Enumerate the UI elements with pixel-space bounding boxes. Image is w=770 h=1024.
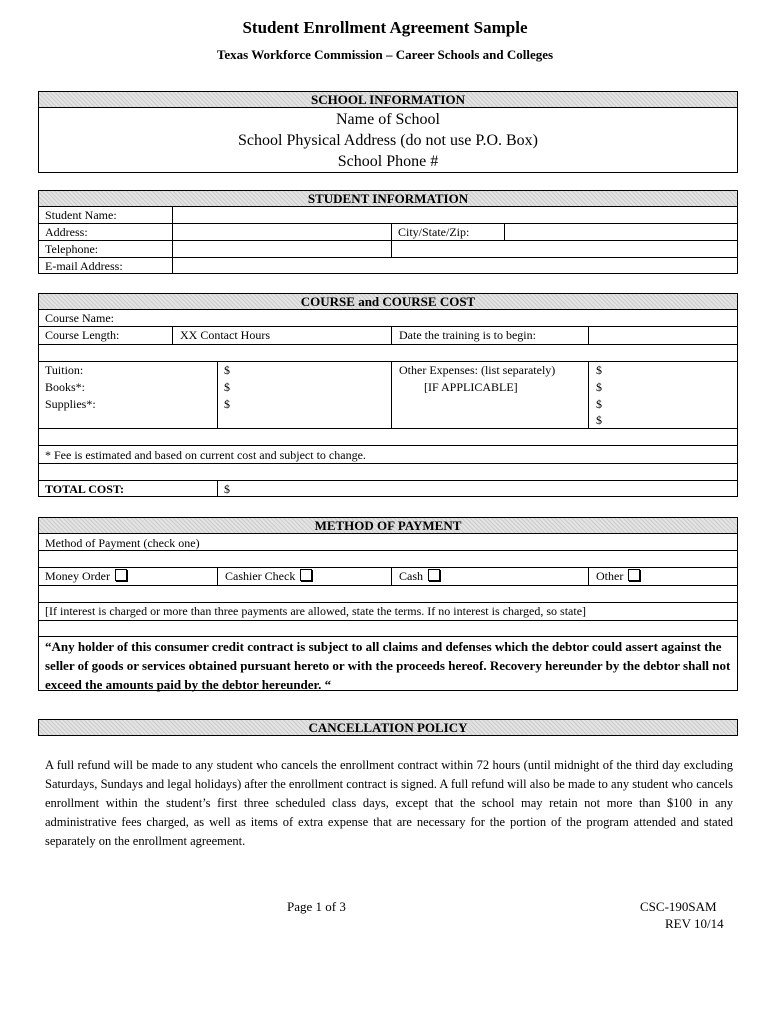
other-payment-checkbox[interactable] — [628, 569, 640, 581]
tuition-currency: $ — [224, 363, 230, 377]
course-table — [38, 309, 738, 497]
form-id: CSC-190SAM — [640, 899, 717, 914]
telephone-label: Telephone: — [45, 242, 99, 256]
course-name-label: Course Name: — [45, 311, 114, 325]
interest-terms-note: [If interest is charged or more than three payments are allowed, state the terms. If no interest is charged, so state] — [45, 604, 587, 618]
student-info-header: STUDENT INFORMATION — [38, 190, 738, 207]
money-order-label: Money Order — [45, 569, 110, 583]
holder-notice: “Any holder of this consumer credit contract is subject to all claims and defenses which the debtor could assert against the seller of goods or services obtained pursuant hereto or with the proceeds hereof. Recovery hereunder by the debtor shall not exceed the amounts paid by the debtor hereunder. “ — [45, 639, 731, 692]
cashier-check-checkbox[interactable] — [300, 569, 312, 581]
cashier-check-option — [225, 569, 312, 583]
course-header: COURSE and COURSE COST — [38, 293, 738, 310]
total-cost-label: TOTAL COST: — [45, 482, 125, 496]
page-number: Page 1 of 3 — [287, 899, 346, 914]
course-length-label: Course Length: — [45, 328, 120, 342]
cash-label: Cash — [399, 569, 423, 583]
document-subtitle: Texas Workforce Commission – Career Schools and Colleges — [216, 47, 554, 62]
course-length-value: XX Contact Hours — [180, 328, 270, 342]
other-expense-4-currency: $ — [596, 413, 602, 427]
other-expense-3-currency: $ — [596, 397, 602, 411]
school-phone: School Phone # — [337, 153, 439, 170]
student-name-label: Student Name: — [45, 208, 117, 222]
total-cost-currency: $ — [224, 482, 230, 496]
payment-check-one-label: Method of Payment (check one) — [45, 536, 200, 550]
supplies-label: Supplies*: — [45, 397, 96, 411]
other-payment-option — [596, 569, 640, 583]
school-info-header: SCHOOL INFORMATION — [38, 91, 738, 108]
payment-header: METHOD OF PAYMENT — [38, 517, 738, 534]
cashier-check-label: Cashier Check — [225, 569, 296, 583]
begin-date-label: Date the training is to begin: — [399, 328, 536, 342]
if-applicable-note: [IF APPLICABLE] — [424, 380, 518, 394]
cancellation-policy-text: A full refund will be made to any student who cancels the enrollment contract within 72 hours (until midnight of the third day excluding Saturdays, Sundays and legal holidays) after the enrollment contract is signed. A full refund will also be made to any student who cancels enrollment within the student’s first three scheduled class days, except that the school may retain not more than $100 in any administrative fees charged, as well as items of extra expense that are necessary for the portion of the program attended and stated separately on the enrollment agreement. — [45, 758, 733, 848]
other-payment-label: Other — [596, 569, 624, 583]
school-address: School Physical Address (do not use P.O. Box) — [238, 132, 538, 149]
email-label: E-mail Address: — [45, 259, 123, 273]
document-title: Student Enrollment Agreement Sample — [242, 18, 528, 37]
cancellation-header: CANCELLATION POLICY — [38, 719, 738, 736]
tuition-label: Tuition: — [45, 363, 84, 377]
address-label: Address: — [45, 225, 88, 239]
cash-checkbox[interactable] — [428, 569, 440, 581]
other-expenses-label: Other Expenses: (list separately) — [399, 363, 556, 377]
form-revision: REV 10/14 — [665, 916, 724, 931]
other-expense-2-currency: $ — [596, 380, 602, 394]
fee-note: * Fee is estimated and based on current cost and subject to change. — [45, 448, 366, 462]
cash-option — [399, 569, 440, 583]
money-order-checkbox[interactable] — [115, 569, 127, 581]
money-order-option — [45, 569, 127, 583]
books-currency: $ — [224, 380, 230, 394]
books-label: Books*: — [45, 380, 86, 394]
school-name: Name of School — [336, 111, 440, 128]
city-state-zip-label: City/State/Zip: — [398, 225, 470, 239]
supplies-currency: $ — [224, 397, 230, 411]
other-expense-1-currency: $ — [596, 363, 602, 377]
